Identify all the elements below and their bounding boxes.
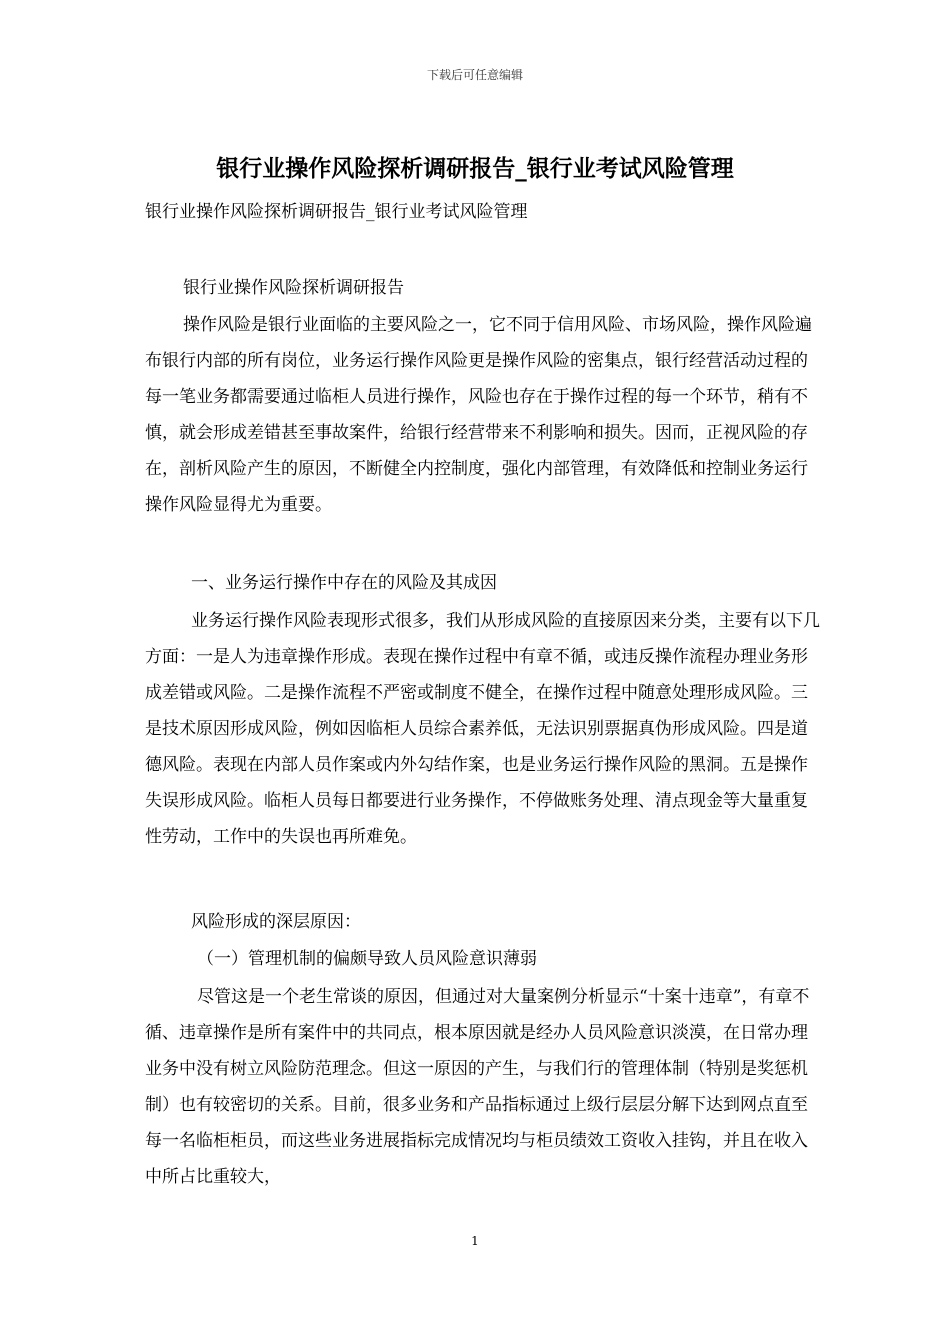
subsection-one-paragraph: 尽管这是一个老生常谈的原因，但通过对大量案例分析显示“十案十违章”，有章不循、违章操作是所有案件中的共同点，根本原因就是经办人员风险意识淡漠，在日常办理业务中没有树立风险防范理念。但这一原因的产生，与我们行的管理体制（特别是奖惩机制）也有较密切的关系。目前，很多业务和产品指标通过上级行层层分解下达到网点直至每一名临柜柜员，而这些业务进展指标完成情况均与柜员绩效工资收入挂钩，并且在收入中所占比重较大， [145, 987, 810, 1187]
page-number: 1 [471, 1234, 479, 1248]
section-one-paragraph: 业务运行操作风险表现形式很多，我们从形成风险的直接原因来分类，主要有以下几方面：一是人为违章操作形成。表现在操作过程中有章不循，或违反操作流程办理业务形成差错或风险。二是操作流程不严密或制度不健全，在操作过程中随意处理形成风险。三是技术原因形成风险，例如因临柜人员综合素养低，无法识别票据真伪形成风险。四是道德风险。表现在内部人员作案或内外勾结作案，也是业务运行操作风险的黑洞。五是操作失误形成风险。临柜人员每日都要进行业务操作，不停做账务处理、清点现金等大量重复性劳动，工作中的失误也再所难免。 [145, 611, 820, 847]
subsection-one-heading: （一）管理机制的偏颇导致人员风险意识薄弱 [197, 949, 537, 969]
intro-paragraph: 操作风险是银行业面临的主要风险之一，它不同于信用风险、市场风险，操作风险遍布银行内部的所有岗位，业务运行操作风险更是操作风险的密集点，银行经营活动过程的每一笔业务都需要通过临柜人员进行操作，风险也存在于操作过程的每一个环节，稍有不慎，就会形成差错甚至事故案件，给银行经营带来不利影响和损失。因而，正视风险的存在，剖析风险产生的原因，不断健全内控制度，强化内部管理，有效降低和控制业务运行操作风险显得尤为重要。 [145, 315, 812, 515]
document-title: 银行业操作风险探析调研报告_银行业考试风险管理 [216, 155, 734, 182]
deep-causes-heading: 风险形成的深层原因： [191, 912, 361, 932]
section-one-heading: 一、业务运行操作中存在的风险及其成因 [191, 573, 497, 593]
document-subtitle: 银行业操作风险探析调研报告_银行业考试风险管理 [145, 202, 528, 222]
report-heading: 银行业操作风险探析调研报告 [183, 278, 404, 298]
header-note: 下载后可任意编辑 [426, 68, 523, 82]
